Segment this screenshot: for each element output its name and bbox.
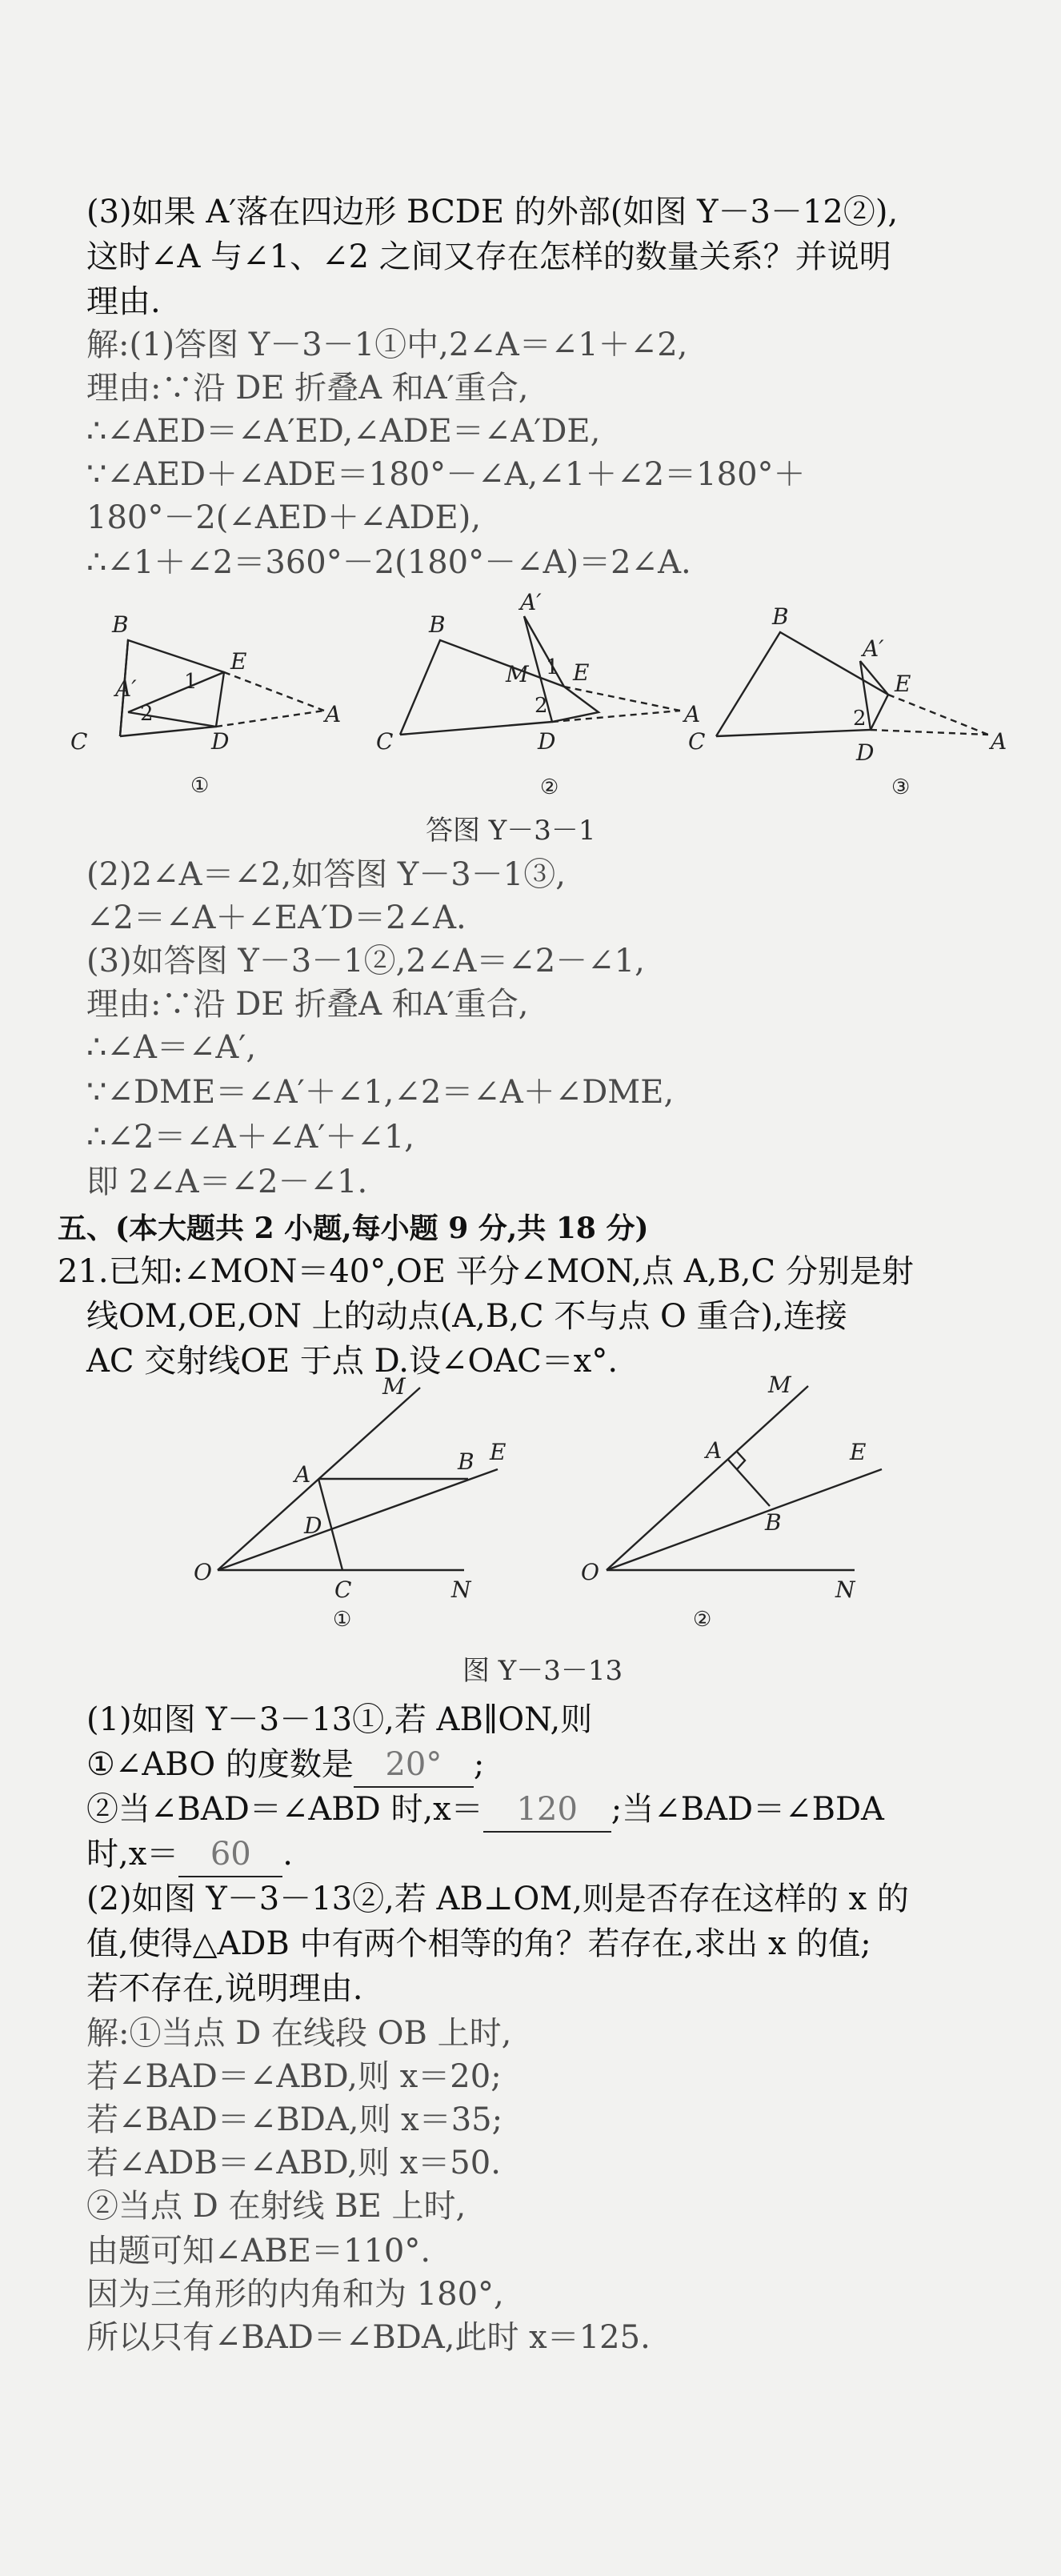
- solution2-line-7: ∴∠2＝∠A＋∠A′＋∠1,: [86, 1119, 414, 1156]
- label-a: A: [991, 728, 1007, 755]
- label-angle-1: 1: [184, 670, 198, 694]
- label-d: D: [538, 728, 556, 755]
- solution-line-2: 理由:∵沿 DE 折叠A 和A′重合,: [86, 370, 529, 407]
- answer-blank-3: 60: [178, 1833, 282, 1877]
- q21-part1-prompt-1: ①∠ABO 的度数是: [86, 1746, 354, 1783]
- q21-part1-line-2: [86, 1743, 484, 1788]
- question-3-line-3: 理由.: [86, 283, 161, 320]
- q21-part1-line-1: (1)如图 Y－3－13①,若 AB∥ON,则: [86, 1701, 593, 1738]
- label-angle-2: 2: [535, 694, 548, 718]
- answer-figure-y-3-1: [48, 592, 1040, 832]
- q21-part2-line-1: (2)如图 Y－3－13②,若 AB⊥OM,则是否存在这样的 x 的: [86, 1881, 909, 1917]
- q21-part2-line-3: 若不存在,说明理由.: [86, 1970, 363, 2007]
- label-b: B: [458, 1448, 474, 1475]
- solution21-line-5: ②当点 D 在射线 BE 上时,: [86, 2188, 466, 2225]
- label-a: A: [294, 1461, 311, 1488]
- label-n: N: [451, 1576, 471, 1603]
- label-angle-1: 1: [546, 655, 559, 679]
- label-angle-2: 2: [853, 707, 867, 731]
- solution21-line-2: 若∠BAD＝∠ABD,则 x＝20;: [86, 2058, 502, 2095]
- label-a: A: [325, 701, 342, 727]
- solution-line-5: 180°－2(∠AED＋∠ADE),: [86, 499, 482, 536]
- label-c: C: [70, 728, 88, 755]
- label-n: N: [835, 1576, 855, 1603]
- solution2-line-4: 理由:∵沿 DE 折叠A 和A′重合,: [86, 986, 529, 1023]
- solution2-line-2: ∠2＝∠A＋∠EA′D＝2∠A.: [86, 899, 466, 936]
- label-m: M: [768, 1372, 791, 1398]
- solution2-line-8: 即 2∠A＝∠2－∠1.: [86, 1164, 368, 1200]
- label-b: B: [112, 611, 129, 638]
- label-o: O: [194, 1559, 212, 1585]
- label-m: M: [506, 661, 529, 687]
- section-heading: 五、(本大题共 2 小题,每小题 9 分,共 18 分): [58, 1212, 649, 1245]
- question-3-line-2: 这时∠A 与∠1、∠2 之间又存在怎样的数量关系？并说明: [86, 238, 891, 275]
- q21-part1-line-4: [86, 1833, 293, 1877]
- label-e: E: [490, 1439, 506, 1465]
- label-angle-2: 2: [140, 702, 154, 726]
- solution21-line-3: 若∠BAD＝∠BDA,则 x＝35;: [86, 2101, 503, 2138]
- solution21-line-8: 所以只有∠BAD＝∠BDA,此时 x＝125.: [86, 2319, 651, 2356]
- q21-part1-prompt-4: 时,x＝: [86, 1836, 179, 1873]
- solution2-line-6: ∵∠DME＝∠A′＋∠1,∠2＝∠A＋∠DME,: [86, 1074, 675, 1111]
- answer-blank-2: 120: [483, 1788, 611, 1833]
- subfigure-1-label: ①: [190, 774, 210, 798]
- solution21-line-1: 解:①当点 D 在线段 OB 上时,: [86, 2015, 512, 2052]
- q21-part1-prompt-2: ②当∠BAD＝∠ABD 时,x＝: [86, 1791, 483, 1828]
- label-c: C: [688, 728, 706, 755]
- label-e: E: [850, 1439, 867, 1465]
- solution-line-3: ∴∠AED＝∠A′ED,∠ADE＝∠A′DE,: [86, 413, 601, 450]
- solution2-line-3: (3)如答图 Y－3－1②,2∠A＝∠2－∠1,: [86, 943, 645, 980]
- figure-y-3-13: [176, 1370, 936, 1642]
- label-e: E: [230, 648, 247, 675]
- subfigure-3-label: ③: [891, 775, 911, 799]
- subfigure-1-label: ①: [333, 1608, 352, 1632]
- q21-part1-line-3: [86, 1788, 884, 1833]
- label-a: A: [684, 701, 701, 727]
- label-e: E: [895, 671, 911, 697]
- label-d: D: [211, 728, 230, 755]
- question-3-line-1: (3)如果 A′落在四边形 BCDE 的外部(如图 Y－3－12②),: [86, 194, 899, 230]
- label-a-prime: A′: [520, 592, 542, 615]
- answer-blank-1: 20°: [354, 1743, 474, 1788]
- q21-part1-prompt-3: ;当∠BAD＝∠BDA: [611, 1791, 884, 1828]
- label-c: C: [376, 728, 394, 755]
- solution-line-4: ∵∠AED＋∠ADE＝180°－∠A,∠1＋∠2＝180°＋: [86, 456, 806, 493]
- solution21-line-6: 由题可知∠ABE＝110°.: [86, 2233, 431, 2270]
- solution-line-1: 解:(1)答图 Y－3－1①中,2∠A＝∠1＋∠2,: [86, 327, 688, 363]
- label-b: B: [772, 603, 789, 630]
- solution21-line-4: 若∠ADB＝∠ABD,则 x＝50.: [86, 2145, 501, 2181]
- label-d: D: [304, 1512, 322, 1539]
- label-a-prime: A′: [863, 635, 884, 662]
- figure-caption-1: 答图 Y－3－1: [426, 815, 596, 847]
- label-b: B: [765, 1509, 782, 1536]
- solution2-line-5: ∴∠A＝∠A′,: [86, 1029, 257, 1066]
- question-21-line-1: 21.已知:∠MON＝40°,OE 平分∠MON,点 A,B,C 分别是射: [58, 1253, 914, 1290]
- subfigure-2-label: ②: [693, 1608, 712, 1632]
- label-m: M: [382, 1373, 406, 1400]
- figure-caption-2: 图 Y－3－13: [462, 1655, 623, 1687]
- label-a: A: [706, 1437, 723, 1464]
- label-a-prime: A′: [115, 675, 137, 702]
- punct: ;: [473, 1746, 485, 1783]
- question-21-line-3: AC 交射线OE 于点 D.设∠OAC＝x°.: [86, 1343, 619, 1380]
- label-b: B: [429, 611, 446, 638]
- label-c: C: [334, 1576, 352, 1603]
- label-o: O: [581, 1559, 599, 1585]
- question-21-line-2: 线OM,OE,ON 上的动点(A,B,C 不与点 O 重合),连接: [86, 1298, 847, 1335]
- solution-line-6: ∴∠1＋∠2＝360°－2(180°－∠A)＝2∠A.: [86, 544, 691, 581]
- label-e: E: [573, 659, 590, 686]
- punct: .: [282, 1836, 293, 1873]
- label-d: D: [856, 739, 875, 766]
- subfigure-2-label: ②: [540, 775, 559, 799]
- solution21-line-7: 因为三角形的内角和为 180°,: [86, 2276, 504, 2313]
- solution2-line-1: (2)2∠A＝∠2,如答图 Y－3－1③,: [86, 856, 566, 893]
- q21-part2-line-2: 值,使得△ADB 中有两个相等的角？若存在,求出 x 的值;: [86, 1925, 871, 1962]
